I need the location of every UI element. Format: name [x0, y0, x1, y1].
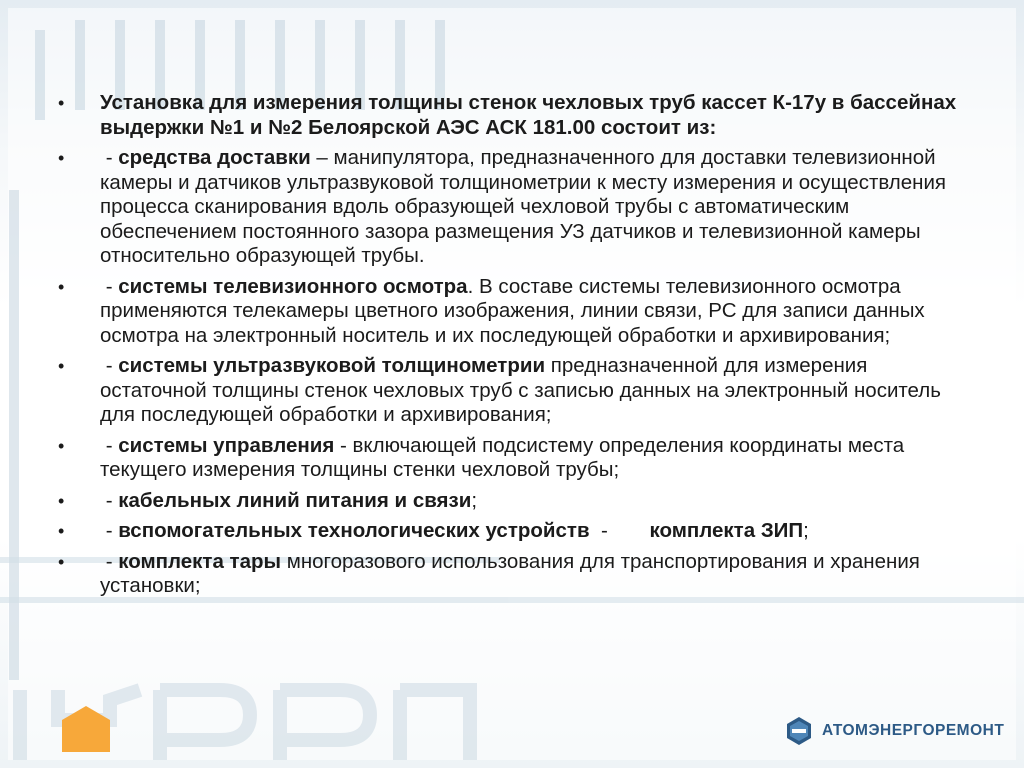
bullet-dot: •: [58, 276, 65, 297]
list-item: [58, 519, 970, 544]
bullet-text: [100, 275, 970, 349]
aer-logo-icon: [784, 716, 814, 746]
bullet-body: предназначенной для измерения остаточной толщины стенок чехловых труб с записью данных на электронный носитель для последующей обработки и архивирования;: [100, 354, 941, 426]
bullet-lead: -: [100, 354, 119, 377]
bullet-text: [100, 519, 970, 544]
bullet-bold: системы ультразвуковой толщинометрии: [118, 354, 546, 377]
bullet-text: [100, 434, 970, 483]
bullet-bold: комплекта тары: [118, 549, 282, 573]
bullet-dot: •: [58, 435, 65, 456]
bullet-body-2: ;: [803, 519, 809, 542]
bullet-bold-2: комплекта ЗИП: [649, 519, 804, 542]
bullet-bold: вспомогательных технологических устройств: [118, 519, 590, 542]
bullet-bold: Установка для измерения толщины стенок чехловых труб кассет К-17у в бассейнах выдержки №1 и №2 Белоярской АЭС АСК 181.00 состоит из:: [100, 91, 957, 139]
bullet-lead: -: [100, 146, 119, 169]
bullet-dot: •: [58, 551, 65, 572]
list-item: [58, 550, 970, 599]
bullet-body: – манипулятора, предназначенного для доставки телевизионной камеры и датчиков ультразвуковой толщинометрии к месту измерения и осуществления процесса сканирования вдоль образующей чехловой трубы с автоматическим обеспечением постоянного зазора размещения УЗ датчиков и телевизионной камеры относительно образующей трубы.: [100, 146, 946, 267]
bullet-text: [100, 91, 970, 140]
bullet-body: многоразового использования для транспортирования и хранения установки;: [100, 549, 920, 597]
bullet-lead: -: [100, 519, 119, 542]
list-item: [58, 275, 970, 349]
bullet-bold: системы управления: [118, 433, 335, 457]
bullet-dot: •: [58, 93, 65, 113]
bullet-bold: средства доставки: [118, 146, 311, 169]
list-item: [58, 434, 970, 483]
bullet-dot: •: [58, 148, 65, 168]
bullet-text: [100, 354, 970, 428]
list-item: [58, 91, 970, 140]
list-item: [58, 489, 970, 514]
bullet-body: -: [589, 519, 614, 542]
bullet-dot: •: [58, 356, 65, 376]
list-item: [58, 146, 970, 269]
bullet-lead: -: [100, 433, 119, 457]
bullet-text: [100, 146, 970, 269]
bullet-body: ;: [471, 488, 478, 512]
bullet-text: [100, 550, 970, 599]
bullet-dot: •: [58, 490, 65, 511]
bullet-dot: •: [58, 521, 65, 541]
bullet-bold: кабельных линий питания и связи: [118, 488, 472, 512]
bullet-lead: -: [100, 488, 119, 512]
bullet-bold: системы телевизионного осмотра: [118, 274, 468, 298]
bullet-lead: -: [100, 274, 119, 298]
bullet-body: . В составе системы телевизионного осмотра применяются телекамеры цветного изображения, линии связи, РС для записи данных осмотра на электронный носитель и их последующей обработки и архивирования;: [100, 274, 925, 347]
bullet-lead: -: [100, 549, 119, 573]
bullet-body: - включающей подсистему определения координаты места текущего измерения толщины стенки чехловой трубы;: [100, 433, 905, 481]
list-item: [58, 354, 970, 428]
company-logo: [784, 716, 1004, 746]
logo-text: АТОМЭНЕРГОРЕМОНТ: [822, 722, 1005, 739]
bullet-list: [58, 91, 970, 605]
bullet-text: [100, 489, 970, 514]
